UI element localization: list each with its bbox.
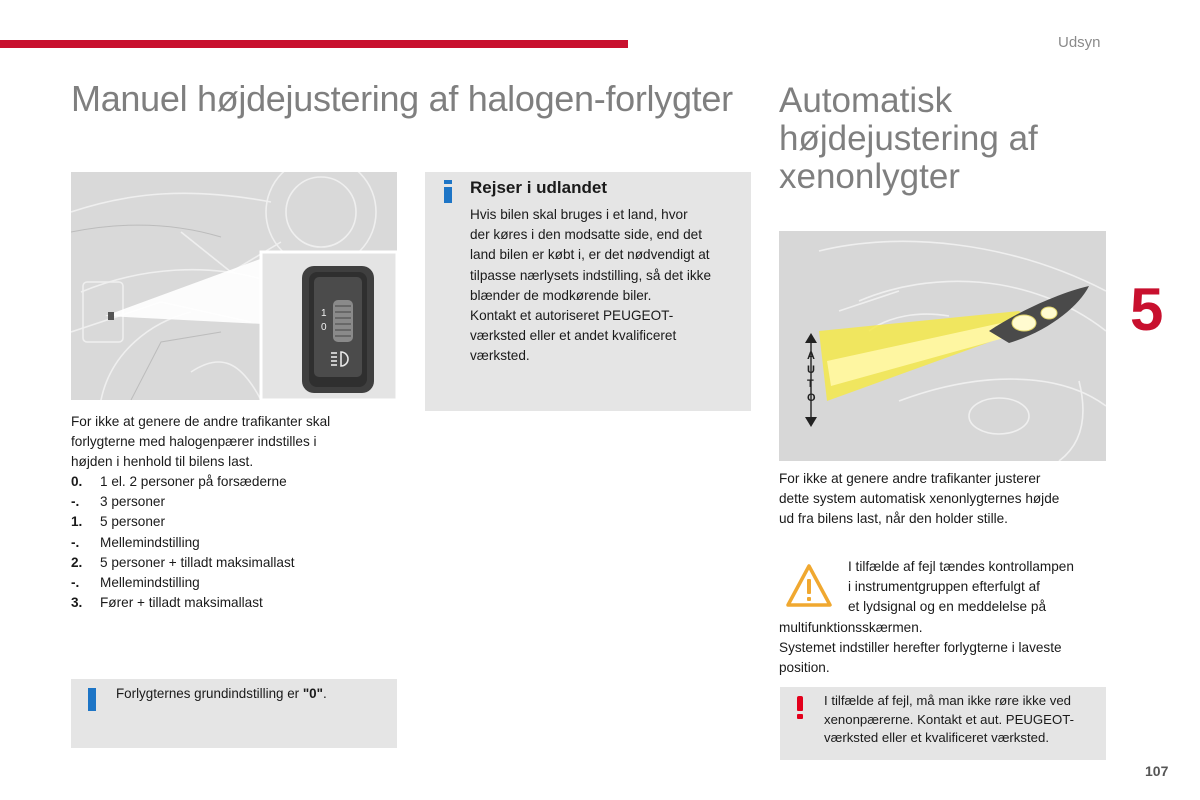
list-item: -. 3 personer	[71, 494, 165, 510]
abroad-info-box	[425, 172, 751, 411]
left-intro-line: forlygterne med halogenpærer indstilles i	[71, 434, 317, 450]
auto-label: A U T O	[807, 350, 816, 404]
section-title-xenon: Automatisk højdejustering af xenonlygter	[779, 81, 1038, 196]
header-accent-bar	[0, 40, 628, 48]
xenon-intro: For ikke at genere andre trafikanter justerer dette system automatisk xenonlygternes højde ud fra bilens last, når den holder stille.	[779, 471, 1060, 527]
info-icon	[88, 688, 96, 711]
danger-icon	[796, 696, 804, 720]
left-intro	[71, 412, 330, 473]
page-title: Manuel højdejustering af halogen-forlygter	[71, 78, 733, 119]
headlamp-illustration	[779, 231, 1106, 461]
list-item: 0. 1 el. 2 personer på forsæderne	[71, 474, 287, 489]
chapter-number: 5	[1130, 276, 1164, 343]
list-item: -. Mellemindstilling	[71, 575, 200, 591]
list-item: 1. 5 personer	[71, 514, 165, 530]
list-item: -. Mellemindstilling	[71, 534, 200, 550]
abroad-text: Hvis bilen skal bruges i et land, hvor der køres i den modsatte side, end det land bilen er købt i, er det nødvendigt at tilpasse nærlysets indstilling, så det ikke blænder de modkørende biler. Kontakt et autoriseret PEUGEOT- værksted eller et andet kvalificeret værksted.	[470, 207, 712, 364]
list-item: 3. Fører + tilladt maksimallast	[71, 595, 263, 611]
left-intro-line: For ikke at genere de andre trafikanter skal	[71, 414, 331, 429]
warning-text: multifunktionsskærmen. Systemet indstiller herefter forlygterne i laveste position.	[779, 620, 1062, 676]
load-position-list	[71, 472, 295, 613]
danger-text: I tilfælde af fejl, må man ikke røre ikke ved xenonpærerne. Kontakt et aut. PEUGEOT- værksted eller et kvalificeret værksted.	[824, 693, 1074, 745]
dashboard-drawing	[71, 172, 397, 400]
danger-note	[780, 687, 1106, 760]
left-intro-line: højden i henhold til bilens last.	[71, 454, 254, 470]
abroad-title: Rejser i udlandet	[470, 178, 607, 197]
switch-label-top: 1	[321, 308, 327, 319]
warning-text-indented: I tilfælde af fejl tændes kontrollampen i instrumentgruppen efterfulgt af et lydsignal og en meddelelse på	[848, 559, 1074, 615]
dashboard-illustration	[71, 172, 397, 400]
default-setting-note	[71, 679, 397, 748]
info-icon	[444, 180, 452, 203]
warning-icon	[785, 562, 833, 610]
switch-label-bottom: 0	[321, 322, 327, 333]
note-text: Forlygternes grundindstilling er "0".	[116, 686, 327, 701]
page-number: 107	[1145, 763, 1169, 779]
section-label: Udsyn	[1058, 34, 1101, 51]
headlamp-drawing	[779, 231, 1106, 461]
list-item: 2. 5 personer + tilladt maksimallast	[71, 554, 295, 570]
